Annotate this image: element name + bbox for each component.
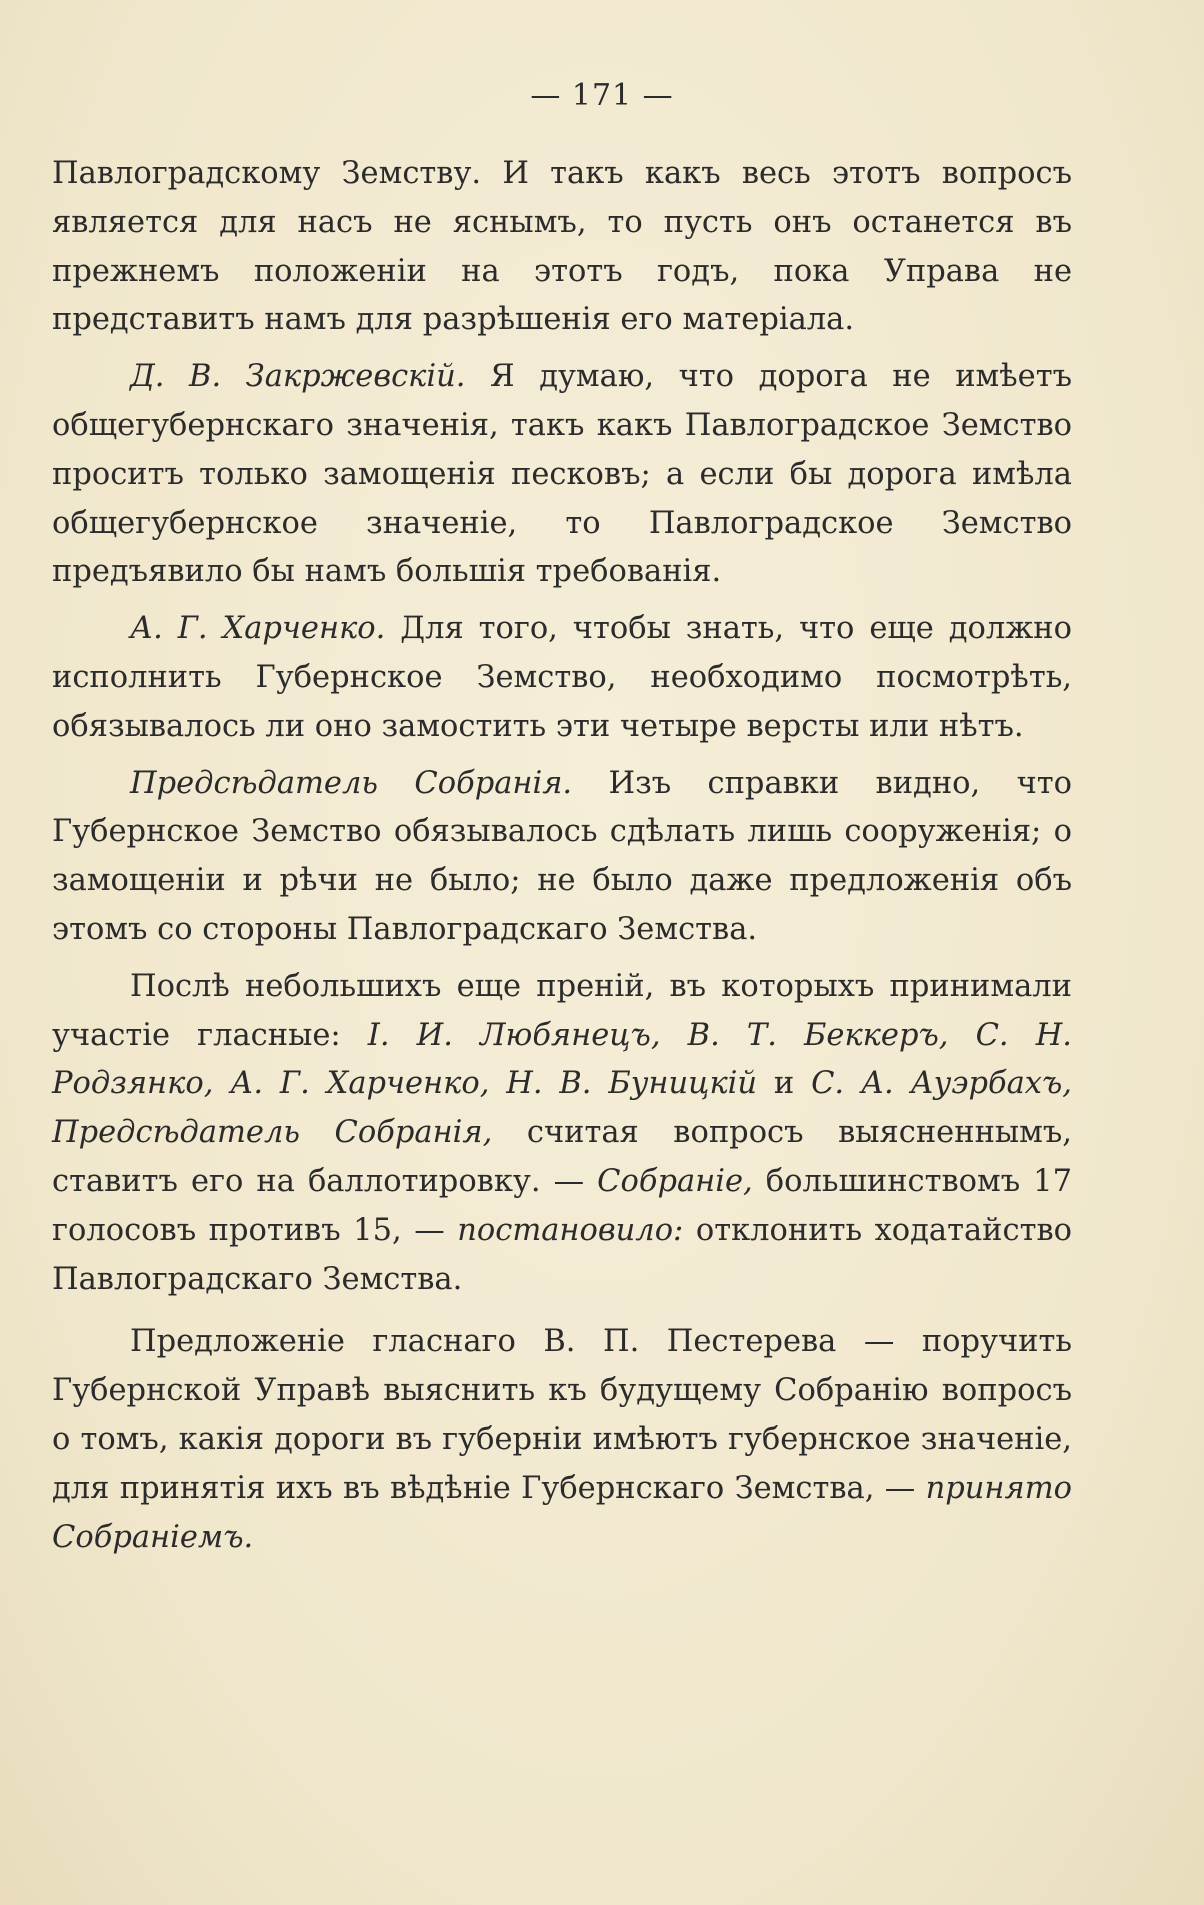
italic-text-run: принято Собранiемъ. bbox=[52, 1470, 1072, 1555]
text-run: отклонить ходатайство Павлоградскаго Земства. bbox=[52, 1212, 1072, 1297]
paragraph bbox=[52, 1318, 1072, 1562]
text-run: большинствомъ 17 голосовъ противъ 15, — bbox=[52, 1163, 1072, 1248]
paragraph bbox=[52, 353, 1072, 597]
paragraph bbox=[52, 760, 1072, 955]
text-run: Предложенiе гласнаго В. П. Пестерева — поручить Губернской Управѣ выяснить къ будущему Собранiю вопросъ о томъ, какiя дороги въ губернiи имѣютъ губернское значенiе, для принятiя ихъ въ вѣдѣнiе Губернскаго Земства, — bbox=[52, 1324, 1072, 1506]
text-run: Послѣ небольшихъ еще пренiй, въ которыхъ принимали участiе гласные: bbox=[52, 968, 1072, 1053]
text-run: Я думаю, что дорога не имѣетъ общегубернскаго значенiя, такъ какъ Павлоградское Земство проситъ только замощенiя песковъ; а если бы дорога имѣла общегубернское значенiе, то Павлоградское Земство предъявило бы намъ большiя требованiя. bbox=[52, 359, 1072, 590]
paragraph bbox=[52, 963, 1072, 1305]
italic-text-run: Собранiе, bbox=[597, 1163, 753, 1199]
italic-text-run: А. Г. Харченко. bbox=[130, 611, 386, 647]
text-run: Для того, чтобы знать, что еще должно исполнить Губернское Земство, необходимо посмотрѣть, обязывалось ли оно замостить эти четыре версты или нѣтъ. bbox=[52, 611, 1072, 744]
text-run: Павлоградскому Земству. И такъ какъ весь этотъ вопросъ является для насъ не яснымъ, то пусть онъ останется въ прежнемъ положенiи на этотъ годъ, пока Управа не представитъ намъ для разрѣшенiя его матерiала. bbox=[52, 156, 1072, 338]
page-body bbox=[52, 150, 1072, 1570]
italic-text-run: Предсѣдатель Собранiя. bbox=[130, 765, 573, 801]
paragraph bbox=[52, 605, 1072, 751]
italic-text-run: С. А. Ауэрбахъ, Предсѣдатель Собранiя, bbox=[52, 1066, 1073, 1151]
page-number: — 171 — bbox=[530, 78, 674, 113]
text-run: считая вопросъ выясненнымъ, ставитъ его на баллотировку. — bbox=[52, 1115, 1072, 1199]
paragraph bbox=[52, 150, 1072, 345]
italic-text-run: постановило: bbox=[457, 1212, 684, 1248]
text-run: и bbox=[757, 1066, 812, 1102]
italic-text-run: I. И. Любянецъ, В. Т. Беккеръ, С. Н. Родзянко, А. Г. Харченко, Н. В. Буницкiй bbox=[52, 1017, 1072, 1102]
italic-text-run: Д. В. Закржевскiй. bbox=[130, 359, 466, 395]
text-run: Изъ справки видно, что Губернское Земство обязывалось сдѣлать лишь сооруженiя; о замощенiи и рѣчи не было; не было даже предложенiя объ этомъ со стороны Павлоградскаго Земства. bbox=[52, 765, 1072, 947]
